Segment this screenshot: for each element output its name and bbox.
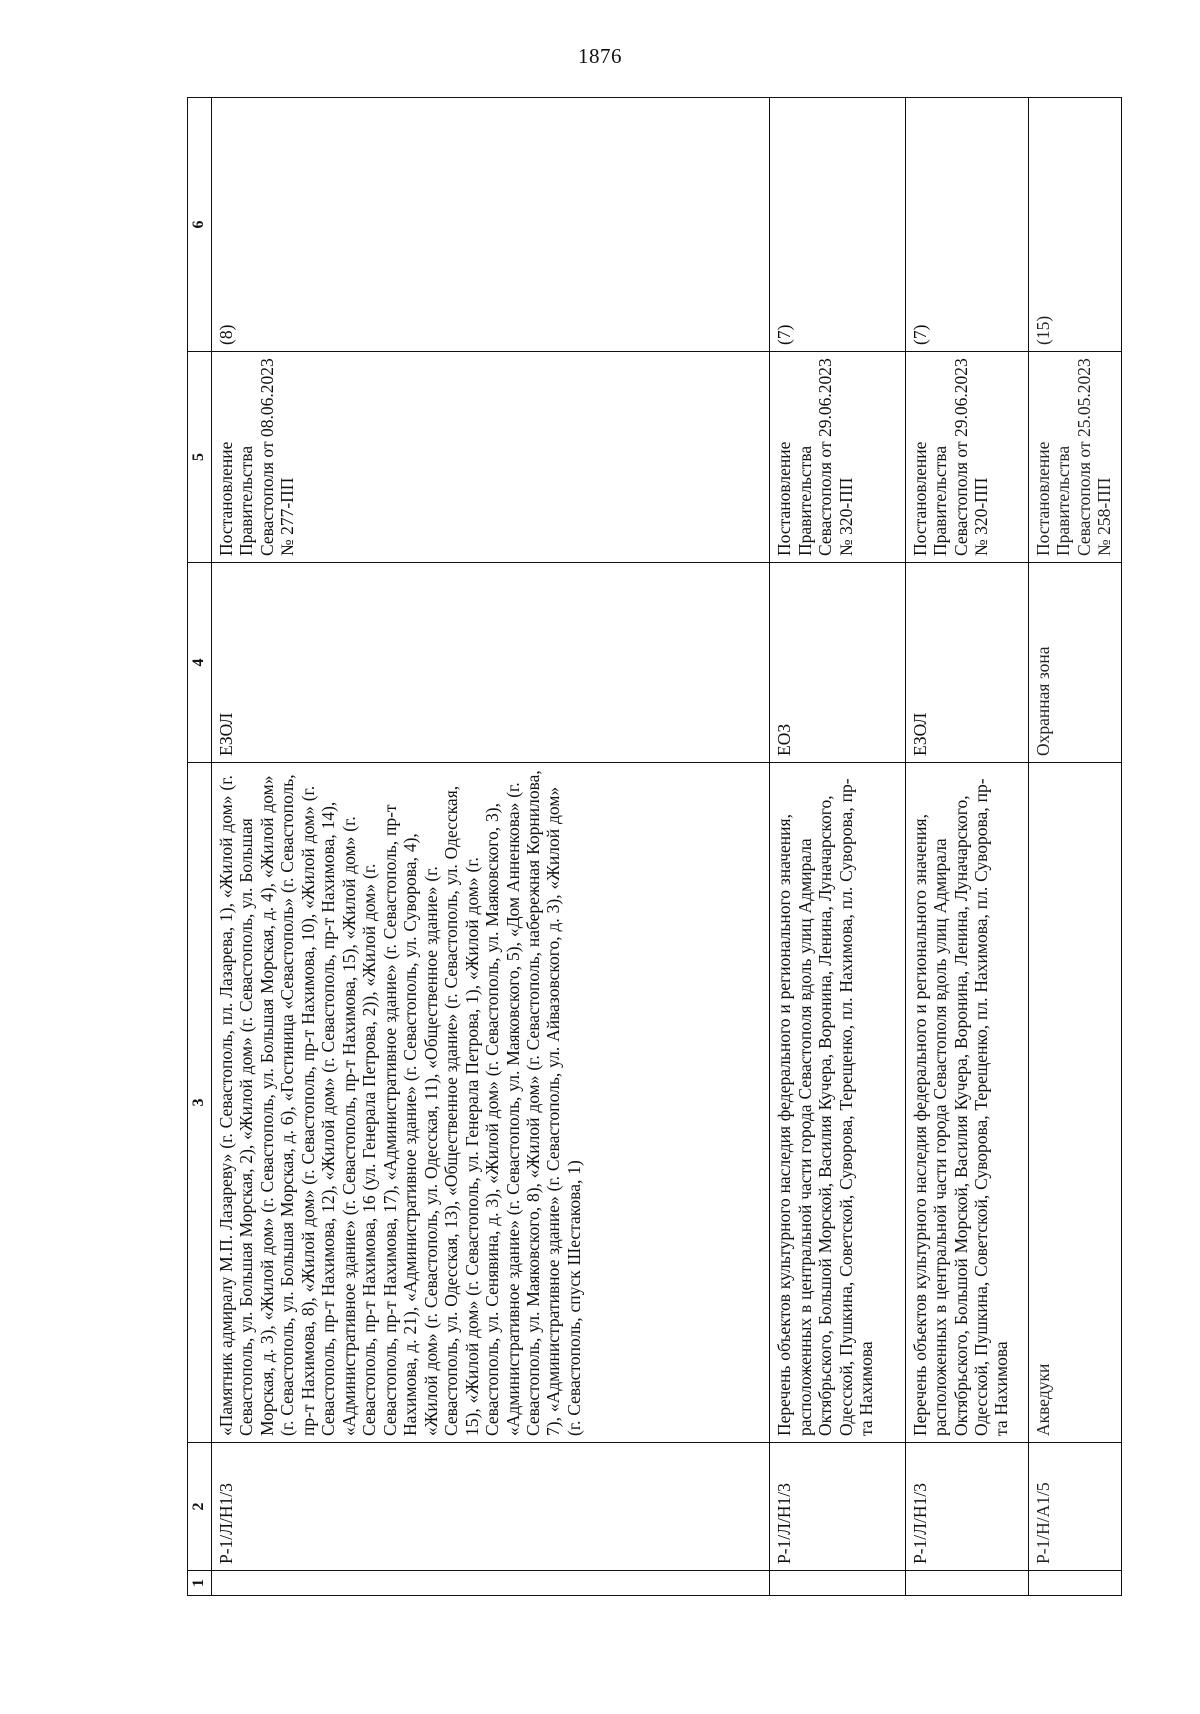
cell-objects: Перечень объектов культурного наследия федерального и регионального значения, расположенных в центральной части города Севастополя вдоль улиц Адмирала Октябрьского, Большой Морской, Василия Кучера, Воронина, Ленина, Луначарского, Одесской, Пушкина, Советской, Суворова, Терещенко, пл. Нахимова, пл. Суворова, пр-та Нахимова: [770, 763, 905, 1443]
cell-note: (8): [211, 98, 769, 352]
column-header: 6: [188, 98, 212, 352]
cell-objects: Акведуки: [1028, 763, 1121, 1443]
table-row: [905, 98, 1028, 1596]
cell-document: Постановление Правительства Севастополя от 25.05.2023 № 258-ПП: [1028, 352, 1121, 563]
column-header: 3: [188, 763, 212, 1443]
cell-code: Р-1/Л/Н1/3: [770, 1443, 905, 1571]
cell-zone-type: ЕЗОЛ: [211, 563, 769, 763]
cell-document: Постановление Правительства Севастополя от 29.06.2023 № 320-ПП: [770, 352, 905, 563]
cell-zone-type: Охранная зона: [1028, 563, 1121, 763]
cell-zone-type: ЕОЗ: [770, 563, 905, 763]
table-row: [1028, 98, 1121, 1596]
cell-document: Постановление Правительства Севастополя от 29.06.2023 № 320-ПП: [905, 352, 1028, 563]
cell-number: [1028, 1571, 1121, 1596]
column-header: 1: [188, 1571, 212, 1596]
cell-number: [770, 1571, 905, 1596]
page-number: 1876: [578, 44, 622, 68]
column-header: 5: [188, 352, 212, 563]
cell-number: [211, 1571, 769, 1596]
rotated-table-container: [187, 98, 1122, 1596]
table-row: [211, 98, 769, 1596]
table-header-row: [188, 98, 212, 1596]
column-header: 2: [188, 1443, 212, 1571]
column-header: 4: [188, 563, 212, 763]
cell-note: (15): [1028, 98, 1121, 352]
cell-code: Р-1/Л/Н1/3: [905, 1443, 1028, 1571]
cell-code: Р-1/Л/Н1/3: [211, 1443, 769, 1571]
cell-zone-type: ЕЗОЛ: [905, 563, 1028, 763]
cell-note: (7): [905, 98, 1028, 352]
cell-objects: Перечень объектов культурного наследия федерального и регионального значения, расположенных в центральной части города Севастополя вдоль улиц Адмирала Октябрьского, Большой Морской, Василия Кучера, Воронина, Ленина, Луначарского, Одесской, Пушкина, Советской, Суворова, Терещенко, пл. Нахимова, пл. Суворова, пр-та Нахимова: [905, 763, 1028, 1443]
cell-code: Р-1/Н/А1/5: [1028, 1443, 1121, 1571]
cell-document: Постановление Правительства Севастополя от 08.06.2023 № 277-ПП: [211, 352, 769, 563]
cell-note: (7): [770, 98, 905, 352]
table-row: [770, 98, 905, 1596]
zones-table: [187, 97, 1122, 1596]
cell-objects: «Памятник адмиралу М.П. Лазареву» (г. Севастополь, пл. Лазарева, 1), «Жилой дом» (г. Севастополь, ул. Большая Морская, 2), «Жилой дом» (г. Севастополь, ул. Большая Морская, д. 3), «Жилой дом» (г. Севастополь, ул. Большая Морская, д. 4), «Жилой дом» (г. Севастополь, ул. Большая Морская, д. 6), «Гостиница «Севастополь» (г. Севастополь, пр-т Нахимова, 8), «Жилой дом» (г. Севастополь, пр-т Нахимова, 10), «Жилой дом» (г. Севастополь, пр-т Нахимова, 12), «Жилой дом» (г. Севастополь, пр-т Нахимова, 14), «Административное здание» (г. Севастополь, пр-т Нахимова, 15), «Жилой дом» (г. Севастополь, пр-т Нахимова, 16 (ул. Генерала Петрова, 2)), «Жилой дом» (г. Севастополь, пр-т Нахимова, 17), «Административное здание» (г. Севастополь, пр-т Нахимова, д. 21), «Административное здание» (г. Севастополь, ул. Суворова, 4), «Жилой дом» (г. Севастополь, ул. Одесская, 11), «Общественное здание» (г. Севастополь, ул. Одесская, 13), «Общественное здание» (г. Севастополь, ул. Одесская, 15), «Жилой дом» (г. Севастополь, ул. Генерала Петрова, 1), «Жилой дом» (г. Севастополь, ул. Сенявина, д. 3), «Жилой дом» (г. Севастополь, ул. Маяковского, 3), «Административное здание» (г. Севастополь, ул. Маяковского, 5), «Дом Анненкова» (г. Севастополь, ул. Маяковского, 8), «Жилой дом» (г. Севастополь, набережная Корнилова, 7), «Административное здание» (г. Севастополь, ул. Айвазовского, д. 3), «Жилой дом» (г. Севастополь, спуск Шестакова, 1): [211, 763, 769, 1443]
cell-number: [905, 1571, 1028, 1596]
